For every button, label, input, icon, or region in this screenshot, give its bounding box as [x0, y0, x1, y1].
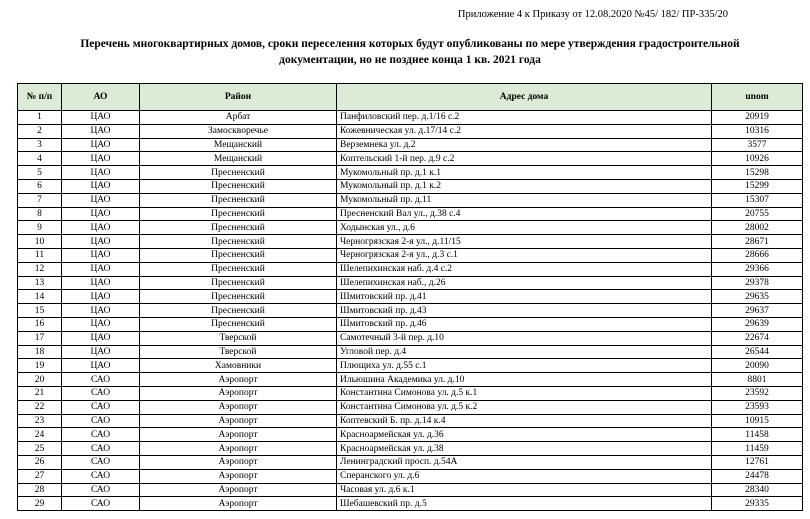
- table-row: [18, 152, 803, 166]
- cell-unom: 29639: [712, 317, 803, 331]
- cell-ao: САО: [62, 373, 140, 387]
- cell-district: Пресненский: [140, 179, 337, 193]
- table-row: [18, 193, 803, 207]
- table-row: [18, 497, 803, 511]
- cell-ao: ЦАО: [62, 317, 140, 331]
- cell-address: Шмитовский пр. д.41: [337, 290, 712, 304]
- cell-unom: 15298: [712, 166, 803, 180]
- col-header-unom: unom: [712, 84, 803, 111]
- cell-unom: 20919: [712, 111, 803, 125]
- table-row: [18, 469, 803, 483]
- cell-num: 4: [18, 152, 62, 166]
- cell-num: 5: [18, 166, 62, 180]
- cell-address: Верземнека ул. д.2: [337, 138, 712, 152]
- cell-address: Красноармейская ул. д.36: [337, 428, 712, 442]
- cell-unom: 28666: [712, 248, 803, 262]
- cell-unom: 28671: [712, 235, 803, 249]
- cell-num: 9: [18, 221, 62, 235]
- cell-num: 21: [18, 386, 62, 400]
- cell-num: 20: [18, 373, 62, 387]
- cell-unom: 15307: [712, 193, 803, 207]
- cell-unom: 23593: [712, 400, 803, 414]
- cell-ao: ЦАО: [62, 193, 140, 207]
- cell-address: Сперанского ул. д.6: [337, 469, 712, 483]
- cell-ao: ЦАО: [62, 166, 140, 180]
- cell-ao: ЦАО: [62, 124, 140, 138]
- cell-district: Пресненский: [140, 290, 337, 304]
- cell-unom: 29378: [712, 276, 803, 290]
- cell-address: Ленинградский просп. д.54А: [337, 455, 712, 469]
- cell-district: Пресненский: [140, 262, 337, 276]
- cell-ao: ЦАО: [62, 111, 140, 125]
- cell-ao: ЦАО: [62, 331, 140, 345]
- cell-district: Пресненский: [140, 248, 337, 262]
- table-row: [18, 207, 803, 221]
- cell-district: Пресненский: [140, 166, 337, 180]
- cell-unom: 11459: [712, 442, 803, 456]
- cell-num: 24: [18, 428, 62, 442]
- table-row: [18, 483, 803, 497]
- cell-address: Пресненский Вал ул., д.38 с.4: [337, 207, 712, 221]
- table-row: [18, 400, 803, 414]
- cell-ao: ЦАО: [62, 179, 140, 193]
- cell-num: 8: [18, 207, 62, 221]
- cell-address: Ходынская ул., д.6: [337, 221, 712, 235]
- cell-ao: ЦАО: [62, 262, 140, 276]
- table-body: [18, 111, 803, 511]
- cell-address: Кожевническая ул. д.17/14 с.2: [337, 124, 712, 138]
- table-row: [18, 428, 803, 442]
- table-row: [18, 138, 803, 152]
- cell-district: Аэропорт: [140, 428, 337, 442]
- cell-address: Самотечный 3-й пер. д.10: [337, 331, 712, 345]
- table-row: [18, 179, 803, 193]
- cell-unom: 20755: [712, 207, 803, 221]
- cell-district: Аэропорт: [140, 400, 337, 414]
- cell-unom: 29635: [712, 290, 803, 304]
- cell-unom: 29335: [712, 497, 803, 511]
- cell-ao: ЦАО: [62, 359, 140, 373]
- cell-ao: ЦАО: [62, 221, 140, 235]
- cell-address: Мукомольный пр. д.1 к.1: [337, 166, 712, 180]
- cell-district: Пресненский: [140, 207, 337, 221]
- appendix-note: Приложение 4 к Приказу от 12.08.2020 №45/ 182/ ПР-335/20: [457, 9, 728, 20]
- cell-district: Аэропорт: [140, 373, 337, 387]
- cell-unom: 3577: [712, 138, 803, 152]
- cell-unom: 28340: [712, 483, 803, 497]
- cell-ao: ЦАО: [62, 235, 140, 249]
- cell-district: Аэропорт: [140, 469, 337, 483]
- cell-ao: САО: [62, 442, 140, 456]
- cell-ao: САО: [62, 483, 140, 497]
- cell-district: Тверской: [140, 331, 337, 345]
- cell-ao: САО: [62, 497, 140, 511]
- cell-district: Аэропорт: [140, 455, 337, 469]
- table-row: [18, 317, 803, 331]
- table-row: [18, 235, 803, 249]
- table-row: [18, 111, 803, 125]
- cell-unom: 10915: [712, 414, 803, 428]
- table-row: [18, 373, 803, 387]
- table-row: [18, 276, 803, 290]
- cell-num: 14: [18, 290, 62, 304]
- cell-district: Пресненский: [140, 235, 337, 249]
- cell-num: 23: [18, 414, 62, 428]
- title-line-2: документации, но не позднее конца 1 кв. 2021 года: [279, 54, 541, 66]
- cell-num: 1: [18, 111, 62, 125]
- cell-unom: 24478: [712, 469, 803, 483]
- cell-address: Плющиха ул. д.55 с.1: [337, 359, 712, 373]
- cell-district: Арбат: [140, 111, 337, 125]
- cell-unom: 10926: [712, 152, 803, 166]
- cell-num: 2: [18, 124, 62, 138]
- col-header-ao: АО: [62, 84, 140, 111]
- cell-address: Коптевский Б. пр. д.14 к.4: [337, 414, 712, 428]
- cell-ao: ЦАО: [62, 345, 140, 359]
- cell-district: Пресненский: [140, 317, 337, 331]
- table-row: [18, 290, 803, 304]
- col-header-district: Район: [140, 84, 337, 111]
- cell-ao: ЦАО: [62, 138, 140, 152]
- cell-num: 16: [18, 317, 62, 331]
- cell-num: 26: [18, 455, 62, 469]
- cell-num: 11: [18, 248, 62, 262]
- table-row: [18, 124, 803, 138]
- cell-num: 25: [18, 442, 62, 456]
- cell-district: Аэропорт: [140, 497, 337, 511]
- cell-unom: 29366: [712, 262, 803, 276]
- cell-ao: ЦАО: [62, 290, 140, 304]
- document-title: [20, 36, 800, 68]
- cell-num: 18: [18, 345, 62, 359]
- cell-district: Мещанский: [140, 152, 337, 166]
- table-row: [18, 386, 803, 400]
- cell-num: 19: [18, 359, 62, 373]
- table-row: [18, 262, 803, 276]
- cell-num: 27: [18, 469, 62, 483]
- cell-unom: 12761: [712, 455, 803, 469]
- cell-num: 6: [18, 179, 62, 193]
- cell-num: 7: [18, 193, 62, 207]
- cell-district: Пресненский: [140, 304, 337, 318]
- cell-num: 13: [18, 276, 62, 290]
- cell-num: 12: [18, 262, 62, 276]
- cell-num: 29: [18, 497, 62, 511]
- cell-ao: САО: [62, 469, 140, 483]
- cell-ao: ЦАО: [62, 152, 140, 166]
- cell-district: Аэропорт: [140, 386, 337, 400]
- cell-num: 17: [18, 331, 62, 345]
- cell-address: Панфиловский пер. д.1/16 с.2: [337, 111, 712, 125]
- cell-address: Часовая ул. д.6 к.1: [337, 483, 712, 497]
- table-row: [18, 442, 803, 456]
- cell-district: Аэропорт: [140, 414, 337, 428]
- cell-unom: 20090: [712, 359, 803, 373]
- cell-unom: 26544: [712, 345, 803, 359]
- cell-district: Аэропорт: [140, 483, 337, 497]
- cell-address: Коптельский 1-й пер. д.9 с.2: [337, 152, 712, 166]
- cell-num: 15: [18, 304, 62, 318]
- cell-ao: САО: [62, 414, 140, 428]
- cell-address: Шмитовский пр. д.43: [337, 304, 712, 318]
- cell-address: Константина Симонова ул. д.5 к.2: [337, 400, 712, 414]
- cell-address: Шебашевский пр. д.5: [337, 497, 712, 511]
- cell-ao: САО: [62, 400, 140, 414]
- cell-ao: ЦАО: [62, 276, 140, 290]
- cell-ao: САО: [62, 386, 140, 400]
- cell-district: Пресненский: [140, 221, 337, 235]
- cell-unom: 10316: [712, 124, 803, 138]
- table-header-row: [18, 84, 803, 111]
- cell-num: 10: [18, 235, 62, 249]
- cell-district: Мещанский: [140, 138, 337, 152]
- cell-district: Пресненский: [140, 193, 337, 207]
- col-header-num: № п/п: [18, 84, 62, 111]
- cell-district: Хамовники: [140, 359, 337, 373]
- cell-district: Аэропорт: [140, 442, 337, 456]
- cell-ao: ЦАО: [62, 304, 140, 318]
- cell-num: 22: [18, 400, 62, 414]
- table-row: [18, 331, 803, 345]
- cell-num: 28: [18, 483, 62, 497]
- cell-district: Замоскворечье: [140, 124, 337, 138]
- cell-ao: ЦАО: [62, 248, 140, 262]
- title-line-1: Перечень многоквартирных домов, сроки переселения которых будут опубликованы по мере утверждения градостроительной: [80, 38, 740, 50]
- cell-address: Шмитовский пр. д.46: [337, 317, 712, 331]
- table-row: [18, 455, 803, 469]
- cell-unom: 8801: [712, 373, 803, 387]
- cell-ao: САО: [62, 455, 140, 469]
- table-row: [18, 304, 803, 318]
- cell-unom: 29637: [712, 304, 803, 318]
- table-row: [18, 166, 803, 180]
- cell-address: Мукомольный пр. д.11: [337, 193, 712, 207]
- cell-unom: 15299: [712, 179, 803, 193]
- buildings-table: [17, 83, 803, 511]
- cell-ao: ЦАО: [62, 207, 140, 221]
- cell-unom: 11458: [712, 428, 803, 442]
- table-row: [18, 414, 803, 428]
- cell-address: Мукомольный пр. д.1 к.2: [337, 179, 712, 193]
- cell-num: 3: [18, 138, 62, 152]
- cell-address: Черногрязская 2-я ул., д.11/15: [337, 235, 712, 249]
- cell-unom: 22674: [712, 331, 803, 345]
- cell-address: Шелепихинская наб. д.4 с.2: [337, 262, 712, 276]
- cell-address: Шелепихинская наб., д.26: [337, 276, 712, 290]
- cell-district: Тверской: [140, 345, 337, 359]
- table-row: [18, 248, 803, 262]
- cell-address: Угловой пер. д.4: [337, 345, 712, 359]
- cell-address: Константина Симонова ул. д.5 к.1: [337, 386, 712, 400]
- table-row: [18, 359, 803, 373]
- cell-address: Ильюшина Академика ул. д.10: [337, 373, 712, 387]
- cell-ao: САО: [62, 428, 140, 442]
- cell-unom: 23592: [712, 386, 803, 400]
- table-row: [18, 345, 803, 359]
- table-row: [18, 221, 803, 235]
- cell-unom: 28002: [712, 221, 803, 235]
- cell-address: Красноармейская ул. д.38: [337, 442, 712, 456]
- col-header-address: Адрес дома: [337, 84, 712, 111]
- cell-address: Черногрязская 2-я ул., д.3 с.1: [337, 248, 712, 262]
- cell-district: Пресненский: [140, 276, 337, 290]
